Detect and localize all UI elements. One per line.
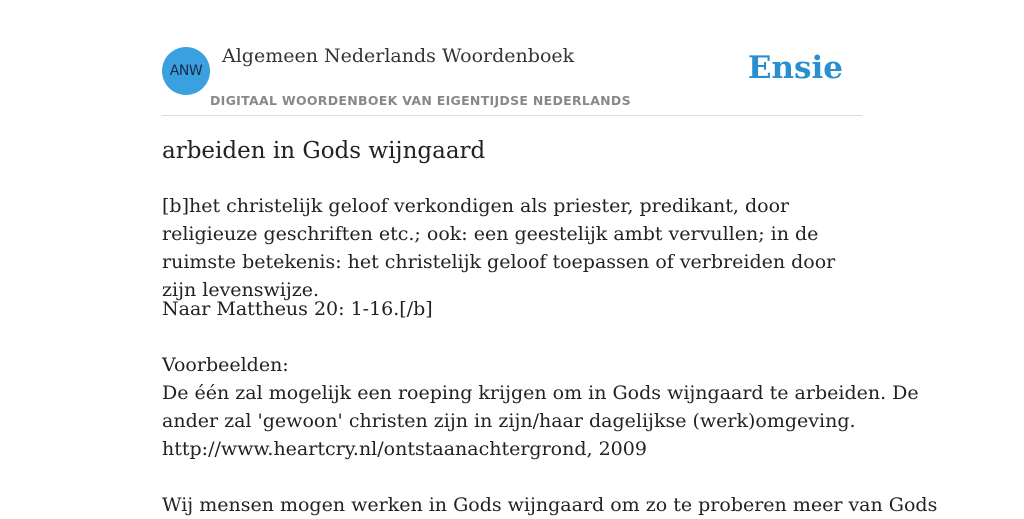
- logo-text: ANW: [169, 63, 203, 79]
- example-1-line-2: ander zal 'gewoon' christen zijn in zijn/haar dagelijkse (werk)omgeving.: [162, 410, 856, 432]
- example-1-line-1: De één zal mogelijk een roeping krijgen om in Gods wijngaard te arbeiden. De: [162, 382, 919, 404]
- site-title[interactable]: Algemeen Nederlands Woordenboek: [222, 45, 575, 67]
- entry-body: [162, 295, 938, 519]
- entry-definition: [b]het christelijk geloof verkondigen als priester, predikant, door religieuze geschriften etc.; ook: een geestelijk ambt vervullen; in de ruimste betekenis: het christelijk geloof toepassen of verbreiden door zijn levenswijze.: [162, 195, 836, 301]
- entry-title: arbeiden in Gods wijngaard: [162, 138, 486, 164]
- site-subtitle: DIGITAAL WOORDENBOEK VAN EIGENTIJDSE NEDERLANDS: [210, 93, 631, 108]
- example-2-line-1: Wij mensen mogen werken in Gods wijngaard om zo te proberen meer van Gods: [162, 494, 938, 516]
- header-divider: [162, 115, 862, 116]
- example-1-source-link[interactable]: http://www.heartcry.nl/ontstaanachtergrond, 2009: [162, 438, 647, 460]
- spacer: [162, 463, 862, 491]
- ensie-brand-link[interactable]: Ensie: [747, 50, 843, 86]
- example-1-source: [162, 435, 862, 463]
- spacer: [162, 323, 862, 351]
- examples-heading: Voorbeelden:: [162, 354, 289, 376]
- anw-logo[interactable]: [162, 47, 210, 95]
- entry-origin: Naar Mattheus 20: 1-16.[/b]: [162, 298, 433, 320]
